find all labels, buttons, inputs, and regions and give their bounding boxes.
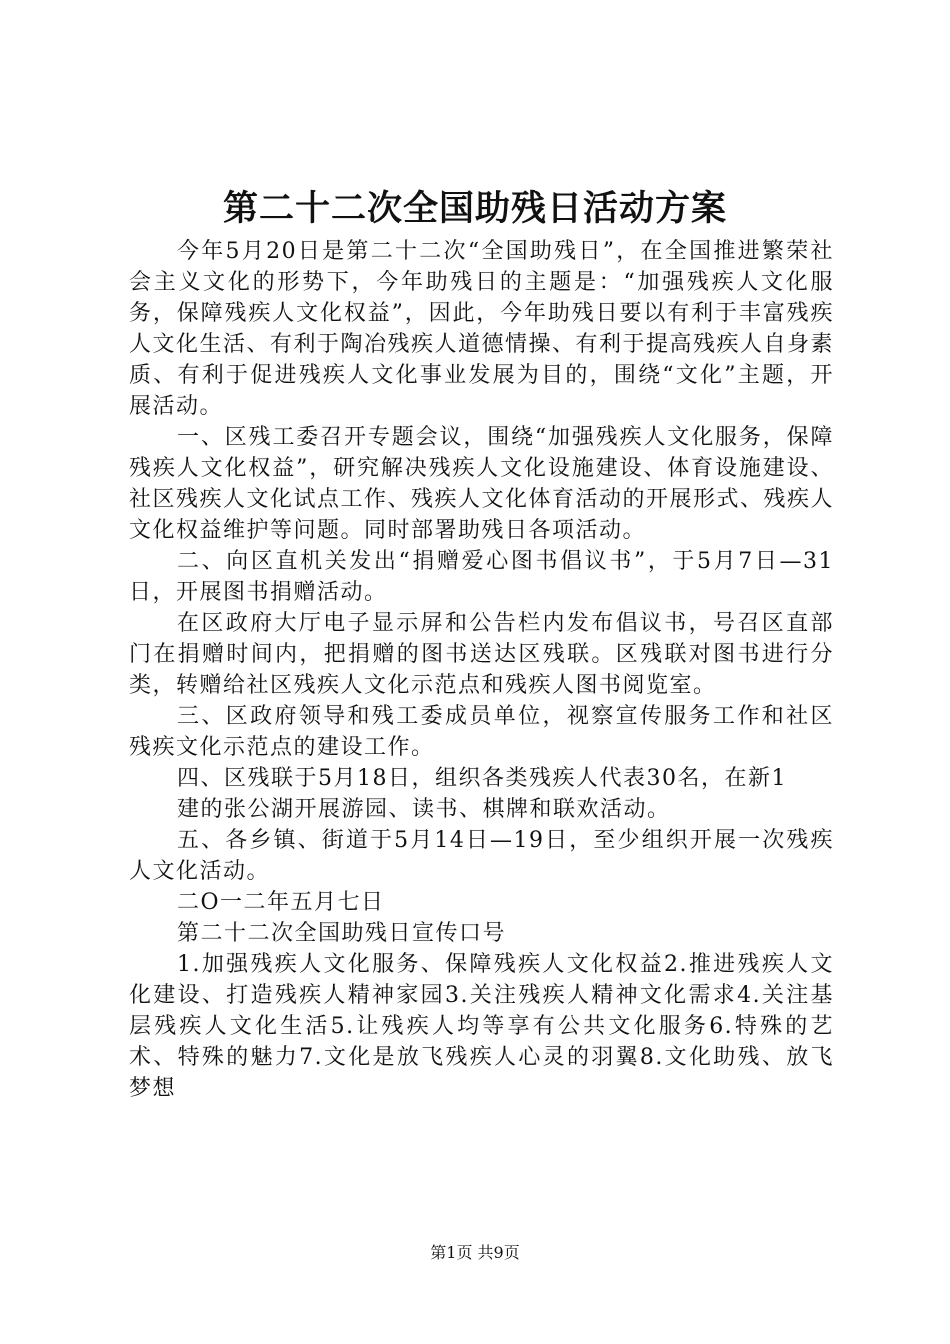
item-five-paragraph: 五、各乡镇、街道于5月14日—19日，至少组织开展一次残疾人文化活动。 xyxy=(129,828,834,884)
date-line: 二O一二年五月七日 xyxy=(177,890,385,915)
slogans-list: 1.加强残疾人文化服务、保障残疾人文化权益2.推进残疾人文化建设、打造残疾人精神家园3.关注残疾人精神文化需求4.关注基层残疾人文化生活5.让残疾人均等享有公共文化服务6.特殊的艺术、特殊的魅力7.文化是放飞残疾人心灵的羽翼8.文化助残、放飞梦想 xyxy=(129,952,834,1101)
item-three-paragraph: 三、区政府领导和残工委成员单位，视察宣传服务工作和社区残疾文化示范点的建设工作。 xyxy=(129,704,834,760)
item-two-detail-paragraph: 在区政府大厅电子显示屏和公告栏内发布倡议书，号召区直部门在捐赠时间内，把捐赠的图书送达区残联。区残联对图书进行分类，转赠给社区残疾人文化示范点和残疾人图书阅览室。 xyxy=(129,611,834,698)
item-two-paragraph: 二、向区直机关发出“捐赠爱心图书倡议书”，于5月7日—31日，开展图书捐赠活动。 xyxy=(129,549,834,605)
slogans-heading: 第二十二次全国助残日宣传口号 xyxy=(177,921,507,946)
item-four-paragraph: 四、区残联于5月18日，组织各类残疾人代表30名，在新1 xyxy=(177,766,787,791)
page-number: 第1页 共9页 xyxy=(430,1243,520,1262)
document-title: 第二十二次全国助残日活动方案 xyxy=(222,188,727,229)
item-one-paragraph: 一、区残工委召开专题会议，围绕“加强残疾人文化服务，保障残疾人文化权益”，研究解决残疾人文化设施建设、体育设施建设、社区残疾人文化试点工作、残疾人文化体育活动的开展形式、残疾人文化权益维护等问题。同时部署助残日各项活动。 xyxy=(129,425,835,543)
intro-paragraph: 今年5月20日是第二十二次“全国助残日”，在全国推进繁荣社会主义文化的形势下，今年助残日的主题是：“加强残疾人文化服务，保障残疾人文化权益”，因此，今年助残日要以有利于丰富残疾人文化生活、有利于陶冶残疾人道德情操、有利于提高残疾人自身素质、有利于促进残疾人文化事业发展为目的，围绕“文化”主题，开展活动。 xyxy=(129,239,835,419)
document-body xyxy=(129,236,834,1104)
item-four-continuation: 建的张公湖开展游园、读书、棋牌和联欢活动。 xyxy=(177,797,671,822)
